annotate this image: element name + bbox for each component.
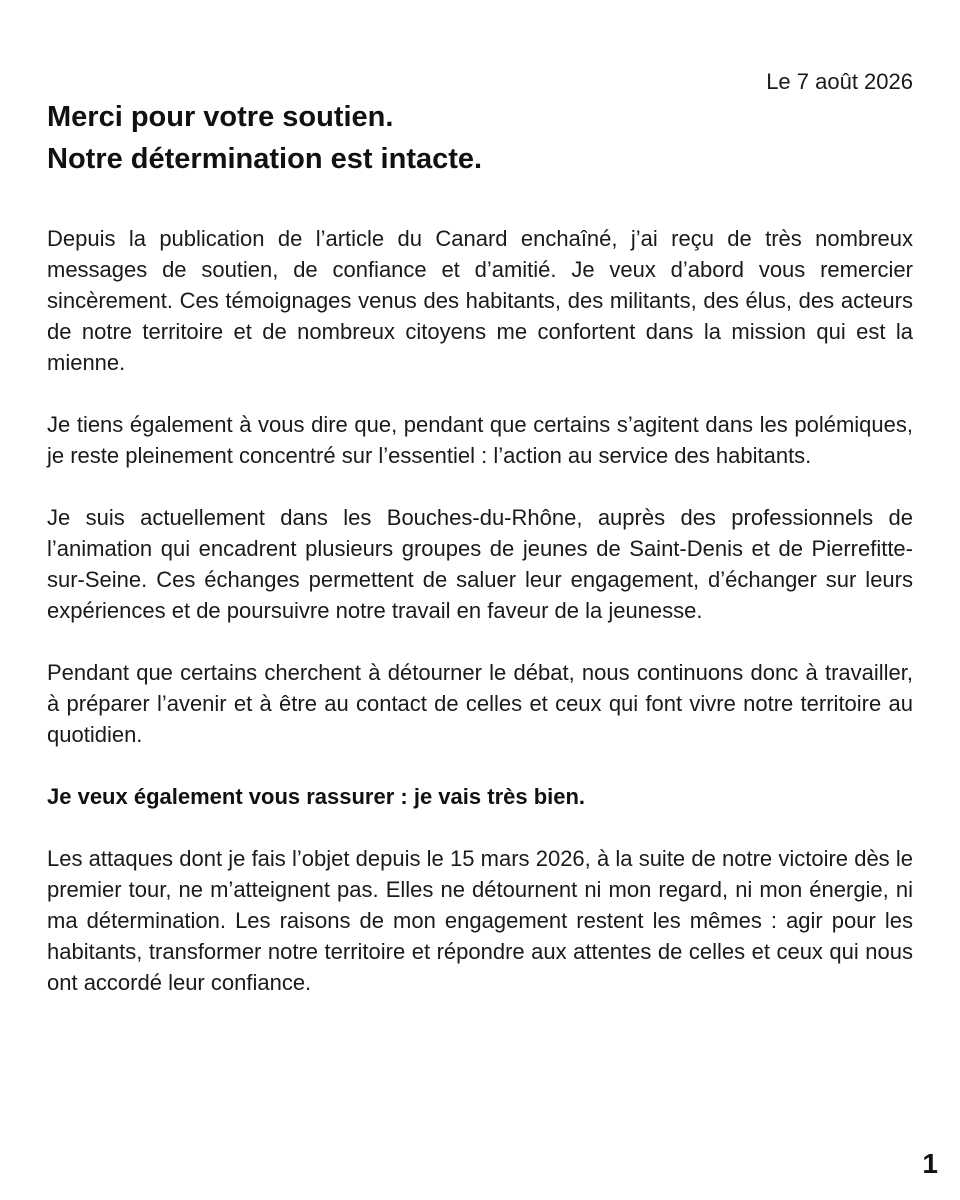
paragraph-focus: Je tiens également à vous dire que, pendant que certains s’agitent dans les polémiques, je reste pleinement concentré sur l’essentiel : l’action au service des habitants. [47, 412, 913, 468]
paragraph-attacks: Les attaques dont je fais l’objet depuis le 15 mars 2026, à la suite de notre victoire dès le premier tour, ne m’atteignent pas. Elles ne détournent ni mon regard, ni mon énergie, ni ma détermination. Les raisons de mon engagement restent les mêmes : agir pour les habitants, transformer notre territoire et répondre aux attentes de celles et ceux qui nous ont accordé leur confiance. [47, 846, 913, 995]
letter-title-line-2: Notre détermination est intacte. [47, 143, 483, 175]
letter-title-line-1: Merci pour votre soutien. [47, 101, 394, 133]
page-number: 1 [922, 1148, 938, 1179]
letter-title [47, 96, 482, 180]
paragraph-reassurance: Je veux également vous rassurer : je vais très bien. [47, 784, 586, 809]
paragraph-current-visit: Je suis actuellement dans les Bouches-du-Rhône, auprès des professionnels de l’animation qui encadrent plusieurs groupes de jeunes de Saint-Denis et de Pierrefitte-sur-Seine. Ces échanges permettent de saluer leur engagement, d’échanger sur leurs expériences et de poursuivre notre travail en faveur de la jeunesse. [47, 505, 913, 623]
paragraph-thanks: Depuis la publication de l’article du Canard enchaîné, j’ai reçu de très nombreux messages de soutien, de confiance et d’amitié. Je veux d’abord vous remercier sincèrement. Ces témoignages venus des habitants, des militants, des élus, des acteurs de notre territoire et de nombreux citoyens me confortent dans la mission qui est la mienne. [47, 226, 913, 375]
letter-body [47, 223, 913, 1029]
paragraph-continuing-work: Pendant que certains cherchent à détourner le débat, nous continuons donc à travailler, à préparer l’avenir et à être au contact de celles et ceux qui font vivre notre territoire au quotidien. [47, 660, 913, 747]
letter-date: Le 7 août 2026 [766, 69, 913, 94]
